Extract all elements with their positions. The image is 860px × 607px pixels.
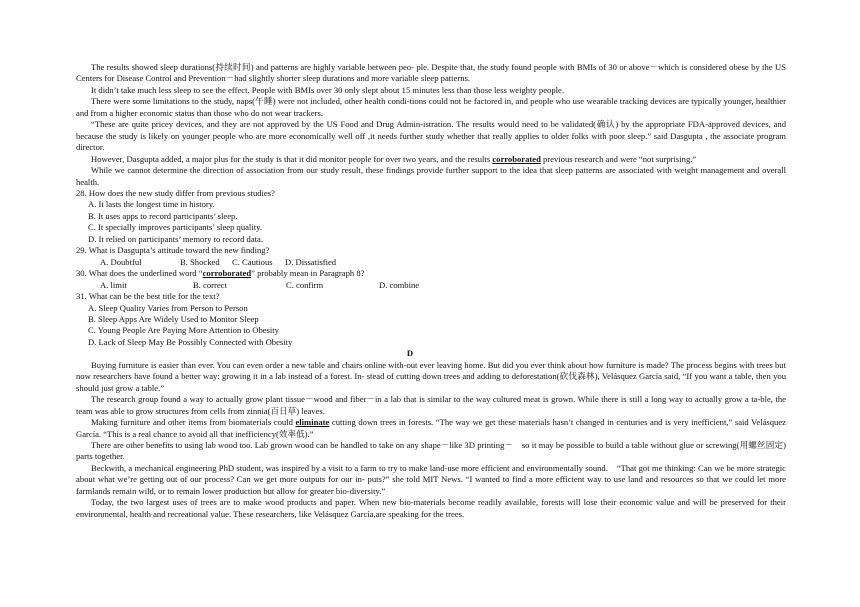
question-29-option-b: B. Shocked — [180, 256, 220, 267]
passage-c-paragraph-8 — [76, 154, 786, 165]
question-30-option-c: C. confirm — [286, 279, 324, 290]
question-29-option-a: A. Doubtful — [100, 256, 142, 267]
question-30-option-d: D. combine — [379, 279, 420, 290]
question-29-stem: 29. What is Dasgupta’s attitude toward the new finding? — [76, 245, 270, 256]
passage-d-paragraph-4: There are other benefits to using lab wood too. Lab grown wood can be handled to take on any shape－like 3D printing－ so it may be possible to build a table without glue or screwing(用螺丝固定) parts together. — [76, 439, 786, 462]
passage-d-paragraph-6: Today, the two largest uses of trees are to make wood products and paper. When new bio-materials become readily available, forests will lose their economic value and will be preserved for their environmental, health and recreational value. These researchers, like Velásquez García,are speaking for the trees. — [76, 497, 786, 519]
question-28-option-c: C. It specially improves participants’ sleep quality. — [88, 222, 262, 233]
question-30-option-a: A. limit — [100, 279, 127, 290]
question-31-option-c: C. Young People Are Paying More Attention to Obesity — [88, 325, 279, 336]
section-d-heading: D — [406, 348, 414, 359]
question-30-options — [76, 280, 786, 291]
question-28-option-b: B. It uses apps to record participants’ sleep. — [88, 210, 238, 221]
question-29-option-d: D. Dissatisfied — [285, 256, 337, 267]
passage-d-paragraph-3 — [76, 417, 786, 440]
question-28-option-d: D. It relied on participants’ memory to record data. — [88, 233, 263, 244]
passage-c-paragraph-7: “These are quite pricey devices, and they are not approved by the US Food and Drug Admin-istration. The results would need to be validated(确认) by the appropriate FDA-approved devices, and because the study is likely on younger people who are more economically well off ,it needs further study whether that really applies to older folks with poor sleep.” said Dasgupta , the associate program director. — [76, 119, 786, 153]
passage-c-paragraph-6: There were some limitations to the study, naps(午睡) were not included, other health condi-tions could not be factored in, and people who use wearable tracking devices are typically younger, healthier and from a higher economic status than those who do not wear trackers. — [76, 96, 786, 118]
question-29-option-c: C. Cautious — [232, 256, 273, 267]
question-31-option-b: B. Sleep Apps Are Widely Used to Monitor Sleep — [88, 313, 259, 324]
question-31-option-d: D. Lack of Sleep May Be Possibly Connected with Obesity — [88, 336, 293, 347]
question-31-option-a: A. Sleep Quality Varies from Person to Person — [88, 302, 248, 313]
passage-c-paragraph-5: It didn’t take much less sleep to see the effect. People with BMIs over 30 only slept about 15 minutes less than those less weighty people. — [91, 84, 564, 95]
p8-text-before: However, Dasgupta added, a major plus for the study is that it did monitor people for over two years, and the results — [91, 153, 493, 164]
question-30-stem — [76, 268, 786, 279]
q30-stem-before: 30. What does the underlined word “ — [76, 268, 203, 279]
passage-c-paragraph-9: While we cannot determine the direction of association from our study result, these findings provide further support to the idea that sleep patterns are associated with weight management and overall health. — [76, 165, 786, 187]
passage-d-paragraph-2: The research group found a way to actually grow plant tissue－wood and fiber－in a lab that is similar to the way cultured meat is grown. While there is still a long way to actually grow a ta-ble, the team was able to grow structures from cells from zinnia(百日草) leaves. — [76, 394, 786, 416]
passage-d-paragraph-5: Beckwith, a mechanical engineering PhD student, was inspired by a visit to a farm to try to make land-use more efficient and environmentally sound. “That got me thinking: Can we be more strategic about what we’re getting out of our process? Can we get more outputs for our in- puts?” she told MIT News. “I wanted to find a more efficient way to use land and resources so that we could let more farmlands remain wild, or to remain lower production but allow for greater bio-diversity.” — [76, 462, 786, 496]
q30-stem-after: ” probably mean in Paragraph 8? — [251, 268, 365, 279]
question-30-option-b: B. correct — [193, 279, 227, 290]
passage-c-paragraph-4: The results showed sleep durations(持续时间) and patterns are highly variable between peo- ple. Despite that, the study found people with BMIs of 30 or above－which is considered obese by the US Centers for Disease Control and Prevention－had slightly shorter sleep durations and more variable sleep patterns. — [76, 62, 786, 84]
question-28-option-a: A. It lasts the longest time in history. — [88, 199, 215, 210]
d3-text-after: cutting down trees in forests. “The way we get these materials hasn’t changed in centuries and is very inefficient,” said Velásquez García. “This is a real chance to avoid all that inefficiency(效率低).” — [76, 417, 786, 439]
question-29-options — [76, 257, 786, 268]
underlined-word-corroborated: corroborated — [492, 153, 541, 164]
underlined-word-eliminate: eliminate — [295, 417, 330, 428]
d3-text-before: Making furniture and other items from biomaterials could — [91, 417, 296, 428]
q30-underlined-word: corroborated — [202, 268, 252, 279]
question-31-stem: 31. What can be the best title for the text? — [76, 291, 220, 302]
p8-text-after: previous research and were “not surprising.” — [540, 153, 697, 164]
passage-d-paragraph-1: Buying furniture is easier than ever. You can even order a new table and chairs online with-out ever leaving home. But did you ever think about how furniture is made? The process begins with trees but now researchers have found a better way: growing it in a lab instead of a forest. In- stead of cutting down trees and adding to deforestation(砍伐森林), Velásquez García said, “If you want a table, then you should just grow a table.” — [76, 359, 786, 393]
question-28-stem: 28. How does the new study differ from previous studies? — [76, 187, 275, 198]
